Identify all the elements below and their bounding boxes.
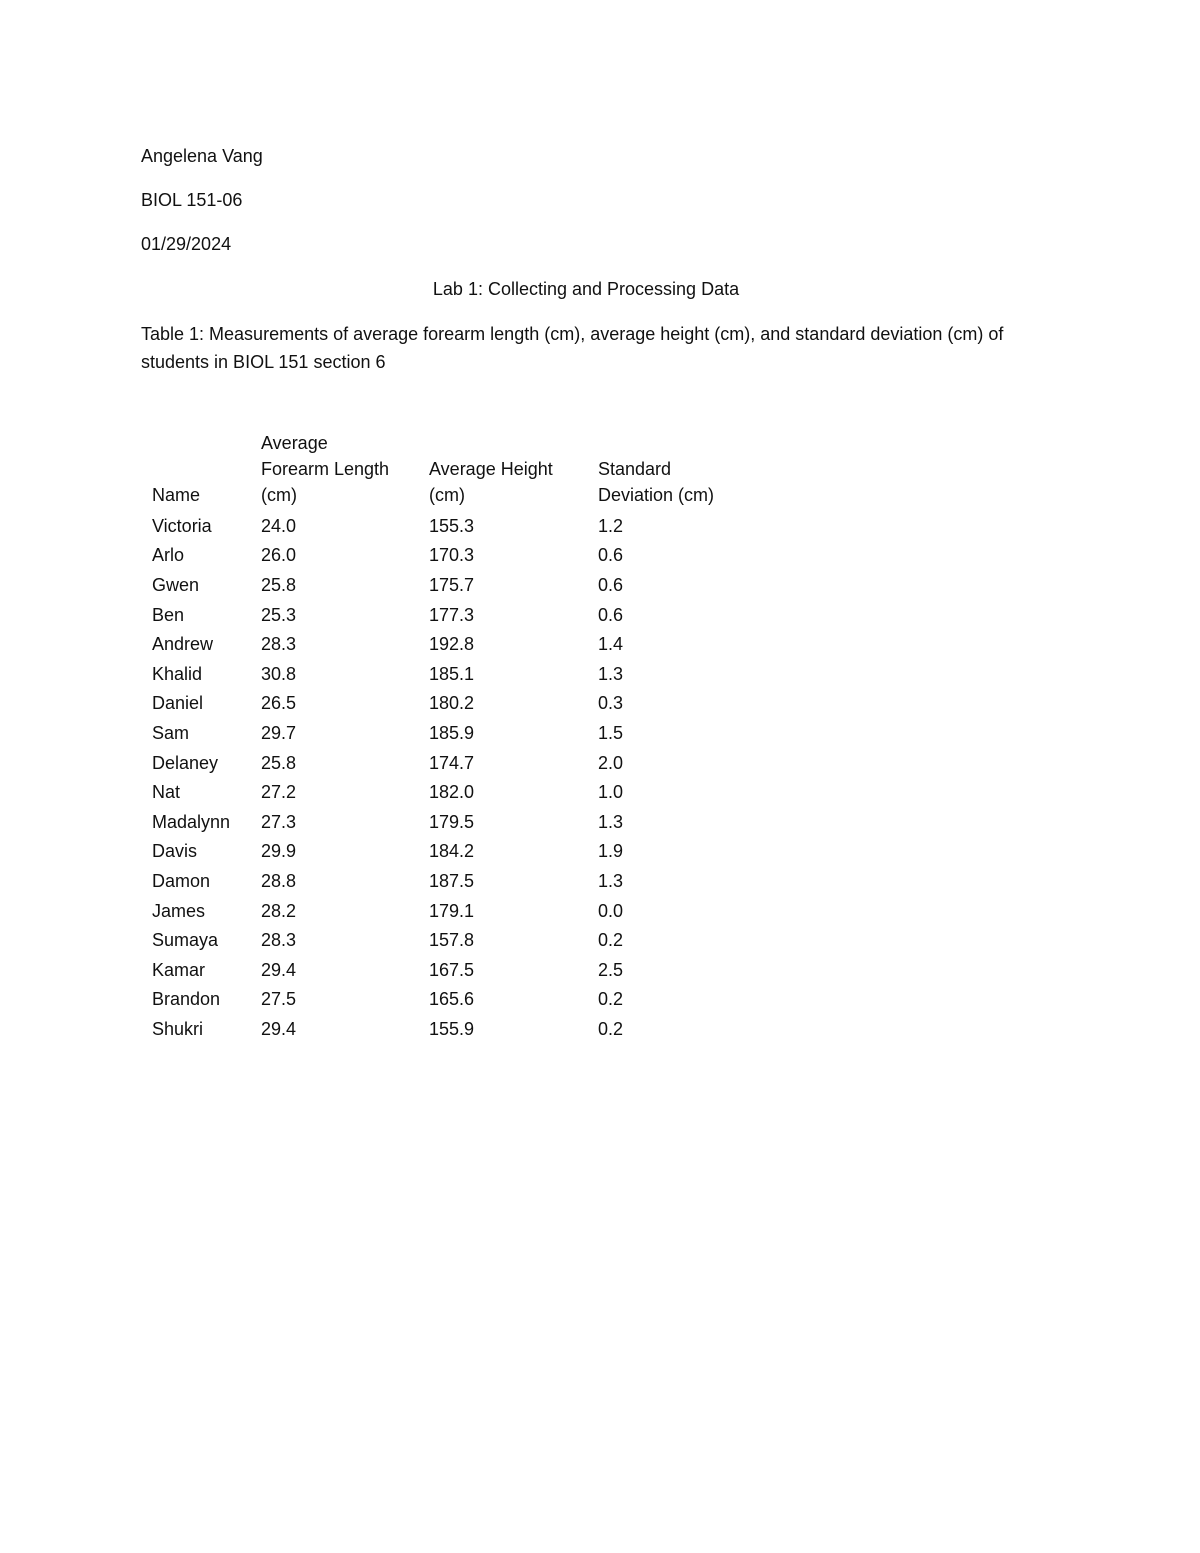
header-sd-line-2: Deviation (cm) (598, 485, 715, 505)
author-name: Angelena Vang (141, 146, 263, 166)
table-row (145, 896, 768, 926)
table-header-row (145, 430, 768, 511)
cell-forearm-length: 25.8 (261, 574, 297, 595)
course-code: BIOL 151-06 (141, 190, 243, 210)
cell-forearm-length: 29.4 (261, 959, 297, 980)
cell-name: Nat (152, 782, 181, 803)
cell-height: 182.0 (429, 782, 475, 803)
cell-standard-deviation: 1.3 (598, 870, 624, 891)
cell-name: Arlo (152, 545, 185, 566)
cell-standard-deviation: 0.0 (598, 900, 624, 921)
cell-name: Victoria (152, 515, 212, 536)
cell-height: 184.2 (429, 841, 475, 862)
cell-forearm-length: 25.3 (261, 604, 297, 625)
header-forearm-line-1: Average (261, 433, 328, 453)
lab-title: Lab 1: Collecting and Processing Data (432, 279, 740, 299)
cell-height: 167.5 (429, 959, 475, 980)
table-row (145, 600, 768, 630)
cell-forearm-length: 29.9 (261, 841, 297, 862)
cell-forearm-length: 27.5 (261, 989, 297, 1010)
cell-height: 170.3 (429, 545, 475, 566)
header-forearm-line-3: (cm) (261, 485, 297, 505)
cell-name: Kamar (152, 959, 206, 980)
table-row (145, 511, 768, 541)
cell-forearm-length: 29.7 (261, 722, 297, 743)
cell-forearm-length: 28.3 (261, 930, 297, 951)
cell-name: Gwen (152, 574, 200, 595)
cell-standard-deviation: 1.2 (598, 515, 624, 536)
cell-height: 157.8 (429, 930, 475, 951)
table-row (145, 570, 768, 600)
table-row (145, 955, 768, 985)
cell-height: 187.5 (429, 870, 475, 891)
header-name-label: Name (152, 485, 201, 505)
cell-standard-deviation: 1.5 (598, 722, 624, 743)
header-height-line-2: (cm) (429, 485, 465, 505)
cell-standard-deviation: 0.2 (598, 1018, 624, 1039)
cell-name: Khalid (152, 663, 203, 684)
table-row (145, 541, 768, 571)
cell-name: Madalynn (152, 811, 231, 832)
cell-standard-deviation: 1.3 (598, 663, 624, 684)
cell-forearm-length: 29.4 (261, 1018, 297, 1039)
table-row (145, 748, 768, 778)
cell-name: James (152, 900, 206, 921)
cell-name: Brandon (152, 989, 221, 1010)
document-date: 01/29/2024 (141, 234, 232, 254)
header-forearm-line-2: Forearm Length (261, 459, 390, 479)
cell-standard-deviation: 2.0 (598, 752, 624, 773)
table-row (145, 985, 768, 1015)
cell-forearm-length: 27.3 (261, 811, 297, 832)
cell-name: Andrew (152, 634, 214, 655)
table-row (145, 718, 768, 748)
cell-height: 185.9 (429, 722, 475, 743)
cell-forearm-length: 25.8 (261, 752, 297, 773)
cell-name: Sumaya (152, 930, 219, 951)
cell-height: 175.7 (429, 574, 475, 595)
header-standard-deviation (591, 430, 768, 511)
cell-name: Sam (152, 722, 190, 743)
cell-height: 179.5 (429, 811, 475, 832)
cell-standard-deviation: 2.5 (598, 959, 624, 980)
cell-forearm-length: 26.0 (261, 545, 297, 566)
cell-standard-deviation: 0.6 (598, 604, 624, 625)
cell-standard-deviation: 0.6 (598, 545, 624, 566)
table-row (145, 866, 768, 896)
table-row (145, 807, 768, 837)
table-row (145, 659, 768, 689)
cell-name: Damon (152, 870, 211, 891)
cell-height: 165.6 (429, 989, 475, 1010)
cell-name: Daniel (152, 693, 204, 714)
cell-height: 192.8 (429, 634, 475, 655)
cell-forearm-length: 28.8 (261, 870, 297, 891)
cell-height: 155.9 (429, 1018, 475, 1039)
cell-name: Shukri (152, 1018, 204, 1039)
cell-standard-deviation: 1.3 (598, 811, 624, 832)
cell-forearm-length: 26.5 (261, 693, 297, 714)
cell-name: Ben (152, 604, 185, 625)
cell-name: Davis (152, 841, 198, 862)
cell-height: 179.1 (429, 900, 475, 921)
table-row (145, 837, 768, 867)
header-name (145, 430, 254, 511)
cell-height: 155.3 (429, 515, 475, 536)
cell-standard-deviation: 0.2 (598, 930, 624, 951)
cell-forearm-length: 24.0 (261, 515, 297, 536)
cell-forearm-length: 27.2 (261, 782, 297, 803)
cell-standard-deviation: 0.6 (598, 574, 624, 595)
cell-forearm-length: 30.8 (261, 663, 297, 684)
table-caption: Table 1: Measurements of average forearm length (cm), average height (cm), and standard deviation (cm) of students in BIOL 151 section 6 (141, 324, 1004, 372)
cell-standard-deviation: 1.4 (598, 634, 624, 655)
header-forearm (254, 430, 422, 511)
cell-height: 174.7 (429, 752, 475, 773)
cell-height: 180.2 (429, 693, 475, 714)
table-row (145, 1014, 768, 1044)
table-row (145, 925, 768, 955)
cell-standard-deviation: 1.9 (598, 841, 624, 862)
table-row (145, 777, 768, 807)
table-row (145, 629, 768, 659)
cell-name: Delaney (152, 752, 219, 773)
cell-height: 177.3 (429, 604, 475, 625)
cell-standard-deviation: 0.3 (598, 693, 624, 714)
cell-forearm-length: 28.3 (261, 634, 297, 655)
cell-height: 185.1 (429, 663, 475, 684)
cell-standard-deviation: 1.0 (598, 782, 624, 803)
header-sd-line-1: Standard (598, 459, 672, 479)
header-height (422, 430, 591, 511)
cell-forearm-length: 28.2 (261, 900, 297, 921)
measurements-table (145, 430, 768, 1044)
table-body (145, 511, 768, 1044)
header-height-line-1: Average Height (429, 459, 553, 479)
table-row (145, 689, 768, 719)
cell-standard-deviation: 0.2 (598, 989, 624, 1010)
